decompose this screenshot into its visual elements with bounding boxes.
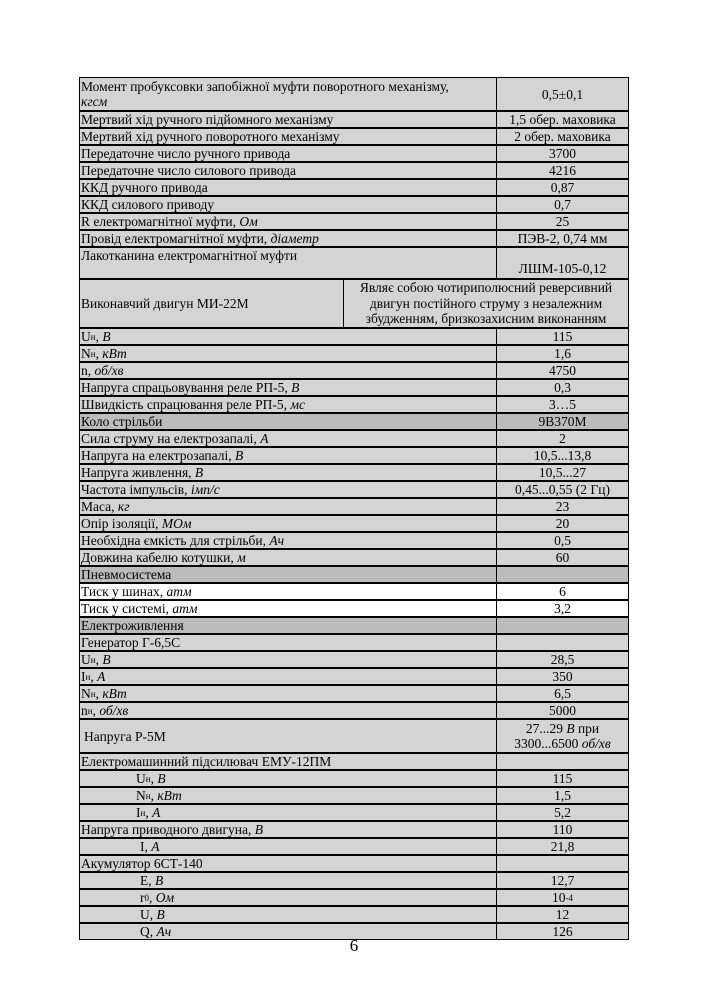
table-row [79,345,629,362]
row-label: Тиск у шинах, атм [79,583,497,600]
row-value: 12,7 [497,872,629,889]
row-value: 9В370М [497,413,629,430]
row-value: 0,5±0,1 [497,77,629,111]
row-value [497,753,629,770]
table-row [79,583,629,600]
row-label: Передаточне число ручного привода [79,145,497,162]
table-row [79,685,629,702]
row-label: Частота імпульсів, імп/с [79,481,497,498]
row-label: U н , В [79,328,497,345]
row-value: 25 [497,213,629,230]
row-label: Мертвий хід ручного поворотного механізму [79,128,497,145]
row-label: Провід електромагнітної муфти, діаметр [79,230,497,247]
row-label: N н , кВт [79,787,497,804]
spec-table [79,77,629,939]
table-row [79,145,629,162]
row-value: 6,5 [497,685,629,702]
row-value: 115 [497,770,629,787]
table-row [79,230,629,247]
table-row [79,787,629,804]
table-row [79,362,629,379]
row-label: N н , кВт [79,685,497,702]
table-row [79,906,629,923]
row-label: Напруга приводного двигуна, В [79,821,497,838]
table-row [79,566,629,583]
table-row [79,498,629,515]
table-row [79,413,629,430]
row-value: 5000 [497,702,629,719]
row-label: Напруга спрацьовування реле РП-5, В [79,379,497,396]
row-value: 3700 [497,145,629,162]
row-label: Необхідна ємкість для стрільби, Ач [79,532,497,549]
row-label: Передаточне число силового привода [79,162,497,179]
row-value: 10,5...13,8 [497,447,629,464]
row-value: 126 [497,923,629,940]
table-row [79,111,629,128]
row-value [497,634,629,651]
table-row [79,651,629,668]
row-label: I н , А [79,668,497,685]
row-value: 4750 [497,362,629,379]
row-label: U, В [79,906,497,923]
row-label: Генератор Г-6,5С [79,634,497,651]
row-value: 2 [497,430,629,447]
table-row [79,447,629,464]
row-value: 0,45...0,55 (2 Гц) [497,481,629,498]
table-row [79,247,629,279]
row-label: Мертвий хід ручного підйомного механізму [79,111,497,128]
table-row [79,179,629,196]
row-value: 10 -4 [497,889,629,906]
row-label: Напруга живлення, В [79,464,497,481]
row-value: 10,5...27 [497,464,629,481]
table-row [79,430,629,447]
row-value: 6 [497,583,629,600]
table-row [79,532,629,549]
table-row [79,196,629,213]
row-value: 12 [497,906,629,923]
row-label: n н , об/хв [79,702,497,719]
row-value: 1,6 [497,345,629,362]
row-label: Довжина кабелю котушки, м [79,549,497,566]
row-label: R електромагнітної муфти, Ом [79,213,497,230]
row-label: n, об/хв [79,362,497,379]
row-label: E, В [79,872,497,889]
table-row [79,668,629,685]
row-label: I, А [79,838,497,855]
table-row [79,753,629,770]
row-value: 0,7 [497,196,629,213]
row-value: ПЭВ-2, 0,74 мм [497,230,629,247]
table-row [79,481,629,498]
table-row [79,702,629,719]
row-value: 0,87 [497,179,629,196]
row-label: U н , В [79,651,497,668]
row-label: ККД силового приводу [79,196,497,213]
row-value: 1,5 [497,787,629,804]
row-label: Маса, кг [79,498,497,515]
table-row [79,719,629,753]
row-label: N н , кВт [79,345,497,362]
row-label: Електромашинний підсилювач ЕМУ-12ПМ [79,753,497,770]
row-label: I н , А [79,804,497,821]
table-row [79,128,629,145]
table-row [79,213,629,230]
row-label: Швидкість спрацювання реле РП-5, мс [79,396,497,413]
table-row [79,162,629,179]
table-row [79,821,629,838]
table-row [79,396,629,413]
row-value: 2 обер. маховика [497,128,629,145]
table-row [79,600,629,617]
table-row [79,838,629,855]
row-label: r 0 , Ом [79,889,497,906]
table-row [79,872,629,889]
row-value: 60 [497,549,629,566]
row-value: ЛШМ-105-0,12 [497,247,629,279]
row-label: Пневмосистема [79,566,497,583]
row-value: 350 [497,668,629,685]
row-value: 115 [497,328,629,345]
row-value: 21,8 [497,838,629,855]
table-row [79,379,629,396]
row-label: Виконавчий двигун МИ-22М [79,279,344,328]
row-label: Напруга на електрозапалі, В [79,447,497,464]
row-label: Електроживлення [79,617,497,634]
table-row [79,855,629,872]
table-row [79,549,629,566]
row-value: 3…5 [497,396,629,413]
row-label: U н , В [79,770,497,787]
table-row [79,279,629,328]
row-label: Сила струму на електрозапалі, А [79,430,497,447]
row-value: 28,5 [497,651,629,668]
row-label: Тиск у системі, атм [79,600,497,617]
row-value: 1,5 обер. маховика [497,111,629,128]
row-value: 5,2 [497,804,629,821]
row-label: Q, Ач [79,923,497,940]
row-value [497,855,629,872]
row-label: ККД ручного привода [79,179,497,196]
row-value: 20 [497,515,629,532]
table-row [79,770,629,787]
row-value: 27...29 В при 3300...6500 об/хв [497,719,629,753]
row-value [497,617,629,634]
row-value: 0,5 [497,532,629,549]
row-label: Напруга Р-5М [79,719,497,753]
row-value: Являє собою чотириполюсний реверсивний двигун постійного струму з незалежним збудженням, бризкозахисним виконанням [344,279,629,328]
row-label: Коло стрільби [79,413,497,430]
row-value [497,566,629,583]
row-value: 23 [497,498,629,515]
table-row [79,515,629,532]
row-value: 110 [497,821,629,838]
row-label: Лакотканина електромагнітної муфти [79,247,497,279]
table-row [79,617,629,634]
table-row [79,464,629,481]
row-label: Опір ізоляції, МОм [79,515,497,532]
row-label: Акумулятор 6СТ-140 [79,855,497,872]
row-value: 0,3 [497,379,629,396]
table-row [79,634,629,651]
row-value: 3,2 [497,600,629,617]
table-row [79,804,629,821]
row-value: 4216 [497,162,629,179]
row-label: Момент пробуксовки запобіжної муфти поворотного механізму, кгсм [79,77,497,111]
page-number: 6 [349,936,359,955]
table-row [79,328,629,345]
table-row [79,77,629,111]
table-row [79,889,629,906]
